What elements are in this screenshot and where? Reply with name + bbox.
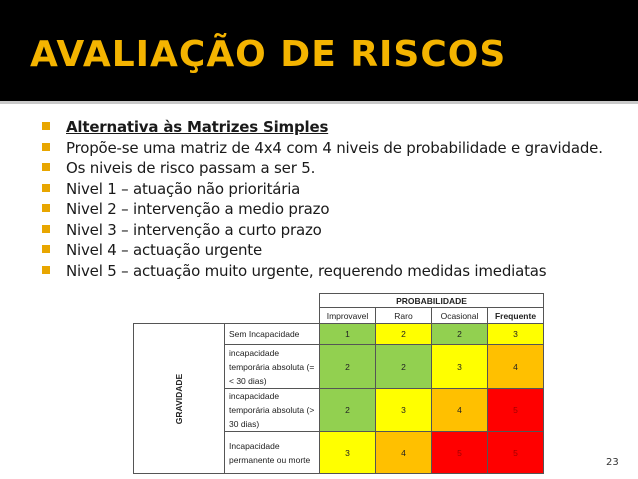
bullet-item — [42, 261, 603, 282]
risk-matrix-table — [133, 293, 544, 474]
column-header: Raro — [376, 308, 432, 324]
risk-cell: 4 — [376, 432, 432, 474]
risk-cell: 2 — [320, 389, 376, 432]
slide-title: AVALIAÇÃO DE RISCOS — [30, 34, 507, 75]
bullet-square-icon — [42, 184, 50, 192]
risk-cell: 2 — [432, 324, 488, 345]
bullet-square-icon — [42, 204, 50, 212]
bullet-item — [42, 158, 603, 179]
risk-cell: 4 — [432, 389, 488, 432]
risk-cell: 4 — [488, 345, 544, 389]
severity-label: Sem Incapacidade — [225, 324, 320, 345]
bullet-square-icon — [42, 225, 50, 233]
gravity-header-cell — [134, 324, 225, 474]
title-bar — [0, 0, 638, 101]
risk-cell: 2 — [376, 324, 432, 345]
column-header: Frequente — [488, 308, 544, 324]
bullet-item — [42, 199, 603, 220]
bullet-text: Propõe-se uma matriz de 4x4 com 4 niveis de probabilidade e gravidade. — [66, 138, 603, 157]
bullet-item — [42, 240, 603, 261]
bullet-text: Alternativa às Matrizes Simples — [66, 118, 329, 136]
risk-cell: 3 — [320, 432, 376, 474]
bullet-square-icon — [42, 266, 50, 274]
risk-cell: 2 — [376, 345, 432, 389]
bullet-item — [42, 220, 603, 241]
bullet-item — [42, 117, 603, 138]
risk-cell: 5 — [488, 389, 544, 432]
bullet-text: Os niveis de risco passam a ser 5. — [66, 159, 316, 177]
severity-label: incapacidade temporária absoluta (> 30 dias) — [225, 389, 320, 432]
bullet-text: Nivel 2 – intervenção a medio prazo — [66, 200, 330, 218]
bullet-text: Nivel 1 – atuação não prioritária — [66, 179, 301, 198]
column-header: Ocasional — [432, 308, 488, 324]
risk-cell: 2 — [320, 345, 376, 389]
bullet-square-icon — [42, 122, 50, 130]
column-header: Improvavel — [320, 308, 376, 324]
bullet-square-icon — [42, 245, 50, 253]
page-number: 23 — [606, 457, 619, 468]
bullet-square-icon — [42, 143, 50, 151]
bullet-square-icon — [42, 163, 50, 171]
bullet-item — [42, 138, 603, 159]
severity-label: incapacidade temporária absoluta (=< 30 dias) — [225, 345, 320, 389]
risk-cell: 1 — [320, 324, 376, 345]
risk-cell: 5 — [432, 432, 488, 474]
gravity-header: GRAVIDADE — [174, 373, 184, 424]
bullet-list — [42, 117, 603, 281]
bullet-item — [42, 179, 603, 200]
bullet-text: Nivel 5 – actuação muito urgente, requerendo medidas imediatas — [66, 261, 547, 280]
bullet-text: Nivel 3 – intervenção a curto prazo — [66, 220, 322, 239]
severity-label: Incapacidade permanente ou morte — [225, 432, 320, 474]
risk-cell: 5 — [488, 432, 544, 474]
risk-cell: 3 — [432, 345, 488, 389]
risk-cell: 3 — [488, 324, 544, 345]
risk-cell: 3 — [376, 389, 432, 432]
bullet-text: Nivel 4 – actuação urgente — [66, 241, 262, 259]
probability-header: PROBABILIDADE — [320, 294, 544, 308]
